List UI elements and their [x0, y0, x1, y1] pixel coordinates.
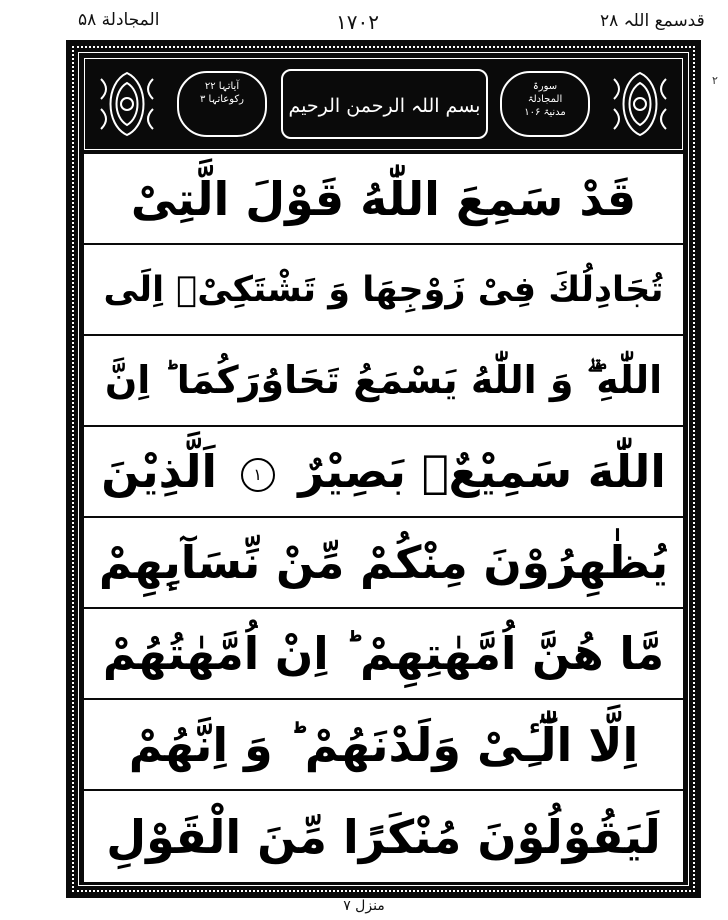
- page-frame: [66, 40, 701, 898]
- basmala-cartouche: [281, 69, 488, 139]
- verse-text: تُجَادِلُكَ فِیْ زَوْجِهَا وَ تَشْتَكِیْۤ اِلَی: [103, 269, 664, 310]
- surah-header-panel: [84, 58, 683, 150]
- surah-info-cartouche: [500, 71, 590, 137]
- verse-text: قَدْ سَمِعَ اللّٰهُ قَوْلَ الَّتِیْ: [130, 171, 637, 226]
- surah-title: المجادلۃ: [527, 94, 563, 105]
- verse-text: لَیَقُوْلُوْنَ مُنْكَرًا مِّنَ الْقَوْلِ: [106, 809, 661, 864]
- manzil-footer: منزل ۷: [343, 898, 385, 914]
- ruku-count-label: رکوعاتہا ۳: [199, 94, 244, 105]
- verse-line: [84, 154, 683, 245]
- verse-text: یُظٰهِرُوْنَ مِنْكُمْ مِّنْ نِّسَآىِٕهِمْ: [98, 536, 669, 589]
- verse-line: [84, 245, 683, 336]
- verse-text: اِلَّا الّٰٓـِٔیْ وَلَدْنَهُمْ ؕ وَ اِنَّهُمْ: [128, 717, 639, 772]
- verse-segment: اللّٰهَ سَمِیْعٌۢ بَصِیْرٌ: [298, 445, 666, 498]
- arabesque-ornament-icon: [95, 69, 159, 139]
- verse-line: [84, 609, 683, 700]
- verse-line: [84, 700, 683, 791]
- verse-lines: [84, 154, 683, 882]
- ayah-count-cartouche: [177, 71, 267, 137]
- surah-name-label: المجادلة ۵۸: [78, 10, 160, 30]
- verse-line: [84, 336, 683, 427]
- verse-line: [84, 427, 683, 518]
- juz-name-label: قدسمع اللہ ۲۸: [600, 11, 705, 31]
- verse-text: مَّا هُنَّ اُمَّهٰتِهِمْ ؕ اِنْ اُمَّهٰتُهُمْ: [102, 627, 665, 680]
- verse-line: [84, 791, 683, 882]
- surah-origin: مدنیۃ ۱۰۶: [524, 107, 566, 118]
- arabesque-ornament-icon: [608, 69, 672, 139]
- margin-mark: ۲: [712, 74, 718, 87]
- page-header: [0, 0, 728, 40]
- ayah-count-label: آیاتہا ۲۲: [204, 81, 240, 92]
- ayah-number-marker: ۱: [241, 458, 275, 492]
- page-number: ۱۷۰۲: [336, 10, 379, 34]
- verse-text: [101, 445, 666, 498]
- basmala-text: بسم اللہ الرحمن الرحیم: [288, 95, 481, 117]
- surah-label: سورۃ: [532, 81, 558, 92]
- verse-line: [84, 518, 683, 609]
- verse-segment: اَلَّذِیْنَ: [101, 445, 217, 498]
- verse-text: اللّٰهِ ۖۗ وَ اللّٰهُ یَسْمَعُ تَحَاوُرَكُمَا ؕ اِنَّ: [104, 358, 663, 402]
